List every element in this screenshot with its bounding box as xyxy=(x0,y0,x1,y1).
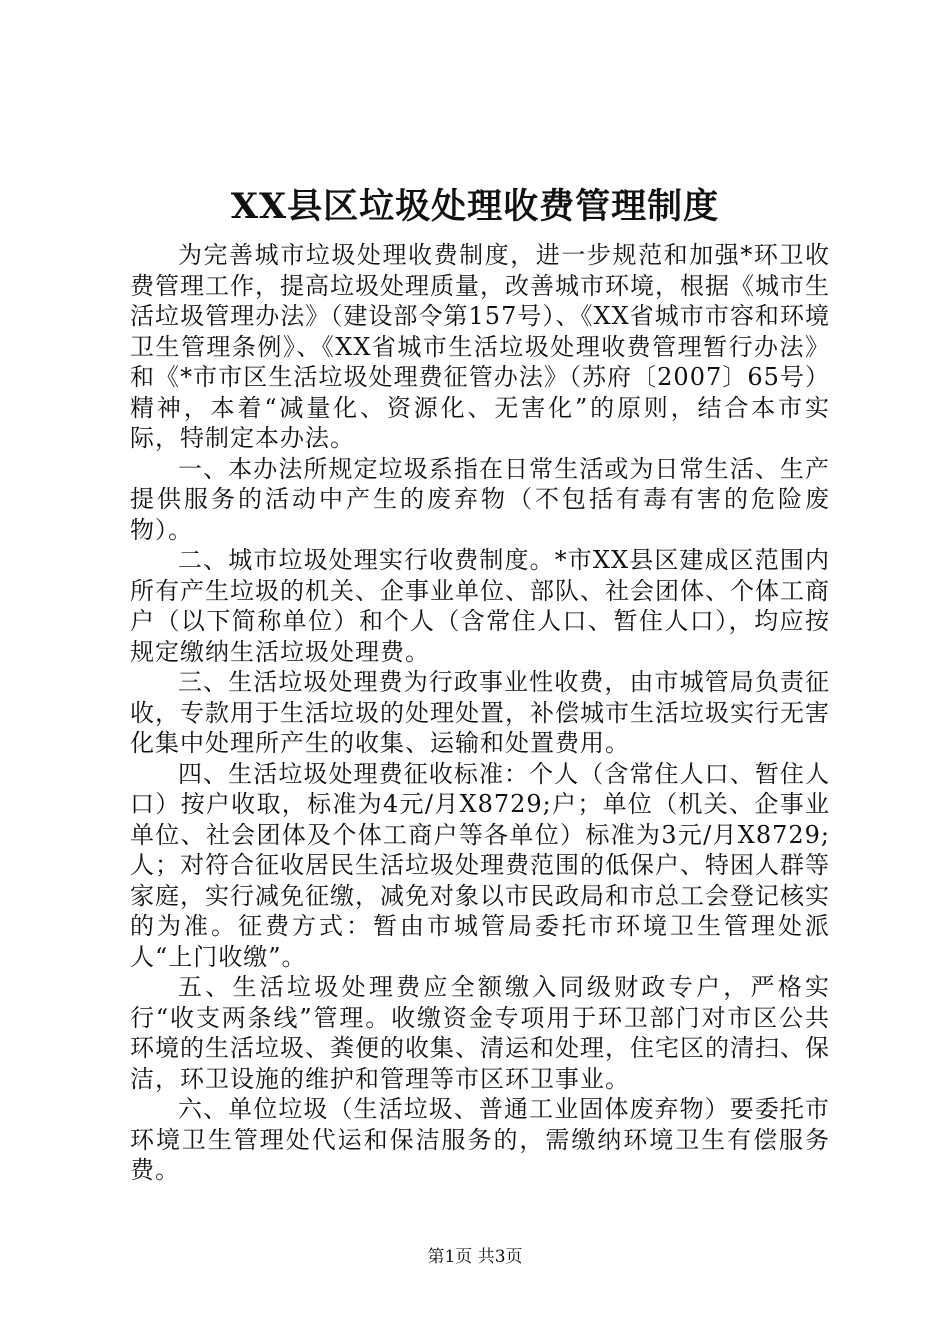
paragraph-article-4: 四、生活垃圾处理费征收标准：个人（含常住人口、暂住人口）按户收取，标准为4元/月X8729;户；单位（机关、企事业单位、社会团体及个体工商户等各单位）标准为3元/月X8729;人；对符合征收居民生活垃圾处理费范围的低保户、特困人群等家庭，实行减免征缴，减免对象以市民政局和市总工会登记核实的为准。征费方式：暂由市城管局委托市环境卫生管理处派人“上门收缴”。 xyxy=(130,759,830,971)
paragraph-preamble: 为完善城市垃圾处理收费制度，进一步规范和加强*环卫收费管理工作，提高垃圾处理质量，改善城市环境，根据《城市生活垃圾管理办法》（建设部令第157号）、《XX省城市市容和环境卫生管理条例》、《XX省城市生活垃圾处理收费管理暂行办法》和《*市市区生活垃圾处理费征管办法》（苏府〔2007〕65号）精神，本着“减量化、资源化、无害化”的原则，结合本市实际，特制定本办法。 xyxy=(130,241,830,452)
document-title: XX县区垃圾处理收费管理制度 xyxy=(230,186,720,227)
page-footer: 第1页 共3页 xyxy=(427,1247,523,1267)
paragraph-article-5: 五、生活垃圾处理费应全额缴入同级财政专户，严格实行“收支两条线”管理。收缴资金专项用于环卫部门对市区公共环境的生活垃圾、粪便的收集、清运和处理，住宅区的清扫、保洁，环卫设施的维护和管理等市区环卫事业。 xyxy=(130,973,830,1093)
paragraph-article-3: 三、生活垃圾处理费为行政事业性收费，由市城管局负责征收，专款用于生活垃圾的处理处置，补偿城市生活垃圾实行无害化集中处理所产生的收集、运输和处置费用。 xyxy=(130,668,830,757)
paragraph-article-2: 二、城市垃圾处理实行收费制度。*市XX县区建成区范围内所有产生垃圾的机关、企事业单位、部队、社会团体、个体工商户（以下简称单位）和个人（含常住人口、暂住人口），均应按规定缴纳生活垃圾处理费。 xyxy=(130,546,830,666)
paragraph-article-1: 一、本办法所规定垃圾系指在日常生活或为日常生活、生产提供服务的活动中产生的废弃物（不包括有毒有害的危险废物）。 xyxy=(130,454,830,544)
document-body xyxy=(130,240,830,1186)
paragraph-article-6: 六、单位垃圾（生活垃圾、普通工业固体废弃物）要委托市环境卫生管理处代运和保洁服务的，需缴纳环境卫生有偿服务费。 xyxy=(130,1095,830,1184)
